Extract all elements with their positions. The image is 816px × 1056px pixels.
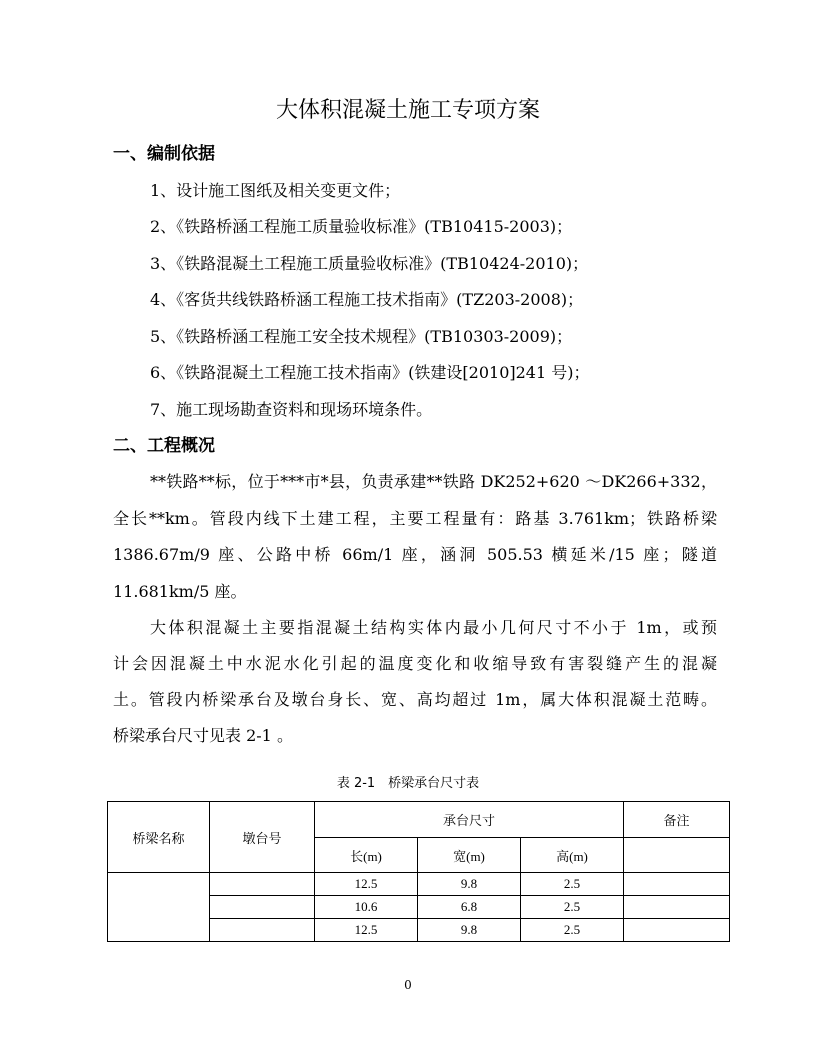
remark-cell (624, 919, 730, 942)
page-number: 0 (404, 978, 412, 992)
paragraph-line: 11.681km/5 座。 (113, 582, 247, 601)
paragraph-line: 大体积混凝土主要指混凝土结构实体内最小几何尺寸不小于 1m，或预 (150, 618, 717, 637)
width-cell: 9.8 (418, 919, 521, 942)
paragraph-line: 桥梁承台尺寸见表 2-1 。 (113, 726, 293, 745)
width-cell: 6.8 (418, 896, 521, 919)
height-cell: 2.5 (521, 919, 624, 942)
basis-item-5: 5、《铁路桥涵工程施工安全技术规程》(TB10303-2009)； (150, 327, 573, 346)
basis-item-4: 4、《客货共线铁路桥涵工程施工技术指南》(TZ203-2008)； (150, 290, 584, 309)
paragraph-line: 1386.67m/9 座、公路中桥 66m/1 座，涵洞 505.53 横延米/15 座；隧道 (113, 545, 717, 564)
remark-cell (624, 896, 730, 919)
paragraph-line: **铁路**标，位于***市*县，负责承建**铁路 DK252+620 ～DK266+332， (150, 472, 717, 491)
remark-cell (624, 873, 730, 896)
width-cell: 9.8 (418, 873, 521, 896)
length-cell: 10.6 (315, 896, 418, 919)
header-length: 长(m) (315, 838, 418, 873)
header-pier-no: 墩台号 (210, 802, 315, 873)
length-cell: 12.5 (315, 873, 418, 896)
pier-cell (210, 873, 315, 896)
paragraph-line: 全长**km。管段内线下土建工程，主要工程量有：路基 3.761km；铁路桥梁 (113, 509, 717, 528)
section-heading-overview: 二、工程概况 (113, 436, 215, 456)
basis-item-1: 1、设计施工图纸及相关变更文件； (150, 181, 401, 200)
basis-item-3: 3、《铁路混凝土工程施工质量验收标准》(TB10424-2010)； (150, 254, 589, 273)
table-row (108, 873, 730, 896)
bridge-cap-size-table (107, 801, 730, 942)
basis-item-6: 6、《铁路混凝土工程施工技术指南》(铁建设[2010]241 号)； (150, 363, 590, 382)
pier-cell (210, 919, 315, 942)
pier-cell (210, 896, 315, 919)
length-cell: 12.5 (315, 919, 418, 942)
header-height: 高(m) (521, 838, 624, 873)
document-title: 大体积混凝土施工专项方案 (275, 98, 540, 123)
bridge-name-cell (108, 873, 210, 942)
height-cell: 2.5 (521, 873, 624, 896)
table-caption: 表 2-1 桥梁承台尺寸表 (336, 776, 480, 791)
header-width: 宽(m) (418, 838, 521, 873)
basis-item-7: 7、施工现场勘查资料和现场环境条件。 (150, 400, 433, 419)
header-remark: 备注 (624, 802, 730, 838)
header-bridge-name: 桥梁名称 (108, 802, 210, 873)
remark-cell (624, 838, 730, 873)
section-heading-basis: 一、编制依据 (113, 144, 215, 164)
paragraph-line: 土。管段内桥梁承台及墩台身长、宽、高均超过 1m，属大体积混凝土范畴。 (113, 690, 717, 709)
height-cell: 2.5 (521, 896, 624, 919)
paragraph-line: 计会因混凝土中水泥水化引起的温度变化和收缩导致有害裂缝产生的混凝 (113, 654, 717, 673)
header-cap-size: 承台尺寸 (315, 802, 624, 838)
basis-item-2: 2、《铁路桥涵工程施工质量验收标准》(TB10415-2003)； (150, 217, 573, 236)
